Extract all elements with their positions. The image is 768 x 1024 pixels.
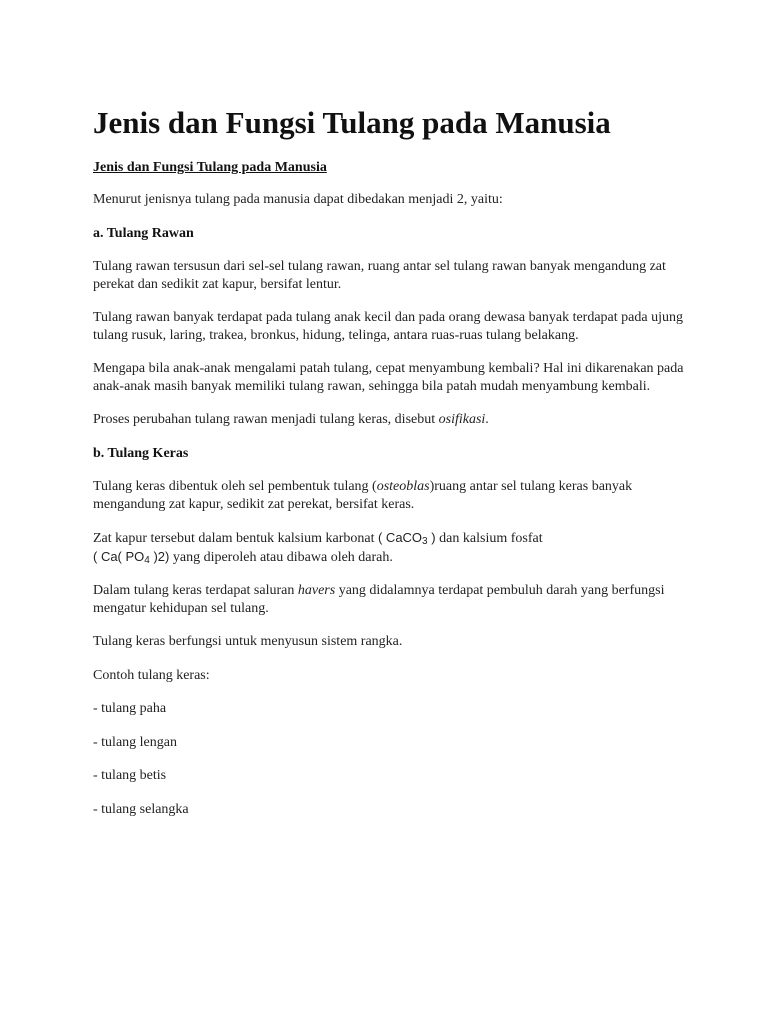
document-page <box>93 104 693 818</box>
example-item: - tulang selangka <box>93 801 189 817</box>
section-b-heading: b. Tulang Keras <box>93 445 189 461</box>
section-b-paragraph-3 <box>93 582 693 617</box>
document-subtitle: Jenis dan Fungsi Tulang pada Manusia <box>93 160 327 175</box>
section-b-paragraph-1 <box>93 478 693 513</box>
formula-capo4 <box>93 549 169 564</box>
text-run: Proses perubahan tulang rawan menjadi tulang keras, disebut <box>93 412 439 427</box>
section-a-paragraph-4 <box>93 411 693 429</box>
formula-subscript: 3 <box>422 536 428 547</box>
formula-part: )2) <box>149 548 170 564</box>
section-b-paragraph-2 <box>93 529 693 566</box>
formula-part: ) <box>427 530 440 545</box>
formula-caco3 <box>378 530 439 545</box>
example-item: - tulang betis <box>93 768 167 783</box>
formula-part: ( CaCO <box>377 530 423 545</box>
section-b-paragraph-4: Tulang keras berfungsi untuk menyusun sistem rangka. <box>93 634 403 649</box>
example-item: - tulang paha <box>93 701 167 716</box>
italic-term-havers: havers <box>297 583 336 598</box>
italic-term-osifikasi: osifikasi <box>438 412 486 427</box>
text-run: Zat kapur tersebut dalam bentuk kalsium karbonat <box>93 531 378 546</box>
section-a-paragraph-2: Tulang rawan banyak terdapat pada tulang anak kecil dan pada orang dewasa banyak terdapat pada ujung tulang rusuk, laring, trakea, bronkus, hidung, telinga, antara ruas-ruas tulang belakang. <box>93 310 683 343</box>
text-run: . <box>485 412 489 427</box>
example-item: - tulang lengan <box>93 734 177 750</box>
formula-subscript: 4 <box>144 554 150 566</box>
formula-part: ( Ca( PO <box>93 548 145 564</box>
intro-paragraph: Menurut jenisnya tulang pada manusia dapat dibedakan menjadi 2, yaitu: <box>93 192 503 207</box>
section-a-paragraph-3: Mengapa bila anak-anak mengalami patah tulang, cepat menyambung kembali? Hal ini dikarenakan pada anak-anak masih banyak memiliki tulang rawan, sehingga bila patah mudah menyambung kembali. <box>93 361 684 394</box>
text-run: Tulang keras dibentuk oleh sel pembentuk tulang ( <box>93 479 377 494</box>
text-run: )ruang antar sel tulang keras banyak mengandung zat kapur, sedikit zat perekat, bersifat keras. <box>93 479 633 512</box>
text-run: yang diperoleh atau dibawa oleh darah. <box>169 549 393 565</box>
italic-term-osteoblas: osteoblas <box>376 479 430 494</box>
section-a-paragraph-1: Tulang rawan tersusun dari sel-sel tulang rawan, ruang antar sel tulang rawan banyak mengandung zat perekat dan sedikit zat kapur, bersifat lentur. <box>93 259 666 292</box>
text-run: Dalam tulang keras terdapat saluran <box>93 583 298 598</box>
text-run: dan kalsium fosfat <box>439 531 543 546</box>
section-a-heading: a. Tulang Rawan <box>93 225 194 241</box>
text-run: yang didalamnya terdapat pembuluh darah yang berfungsi mengatur kehidupan sel tulang. <box>93 583 665 616</box>
page-title: Jenis dan Fungsi Tulang pada Manusia <box>93 105 611 140</box>
examples-label: Contoh tulang keras: <box>93 667 210 683</box>
